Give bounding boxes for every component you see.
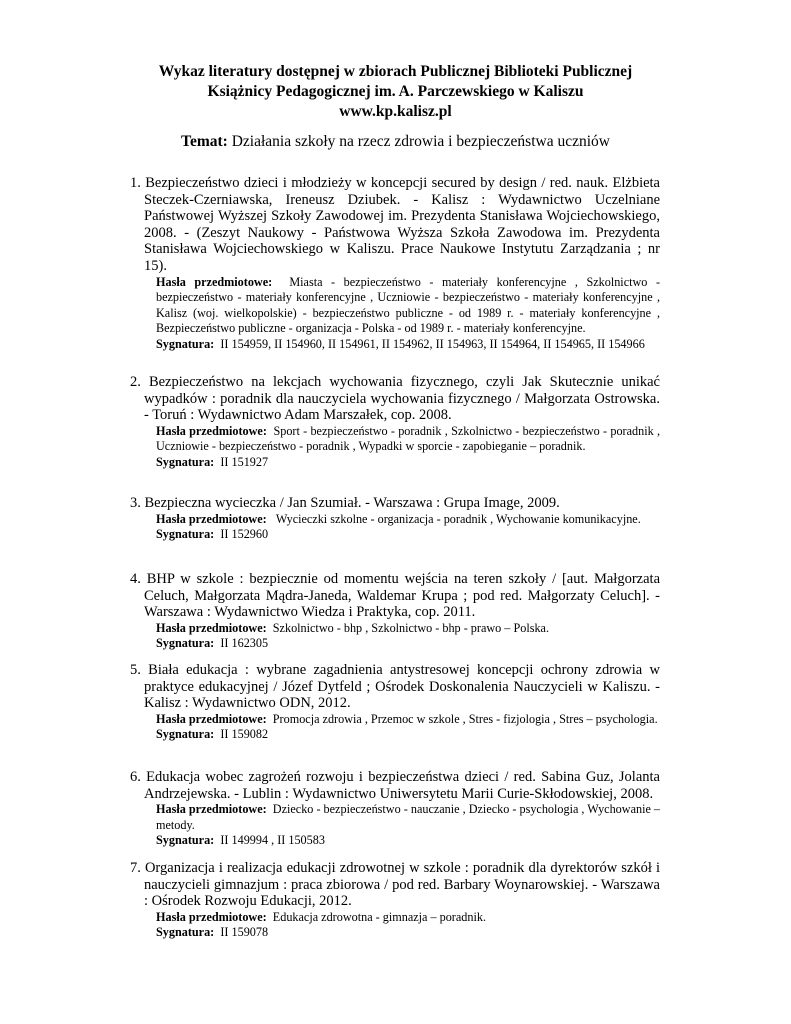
bibliography-entry <box>130 662 660 743</box>
subjects-value: Wycieczki szkolne - organizacja - poradnik , Wychowanie komunikacyjne. <box>275 511 641 526</box>
topic-label: Temat: <box>181 133 228 150</box>
signature-value: II 162305 <box>220 636 269 651</box>
entry-title: 1. Bezpieczeństwo dzieci i młodzieży w koncepcji secured by design / red. nauk. Elżbieta Steczek-Czerniawska, Ireneusz Dziubek. - Kalisz : Wydawnictwo Uczelniane Państwowej Wyższej Szkoły Zawodowej im. Prezydenta Stanisława Wojciechowskiego, 2008. - (Zeszyt Naukowy - Państwowa Wyższa Szkoła Zawodowa im. Prezydenta Stanisława Wojciechowskiego w Kaliszu. Prace Naukowe Instytutu Zarządzania ; nr 15). <box>130 175 660 274</box>
entry-signature <box>130 727 660 743</box>
signature-value: II 152960 <box>220 527 269 542</box>
bibliography-entry <box>130 374 660 471</box>
subjects-value: Dziecko - bezpieczeństwo - nauczanie , Dziecko - psychologia , Wychowanie – metody. <box>156 802 661 832</box>
signature-value: II 151927 <box>220 454 269 469</box>
entry-subjects <box>130 424 660 455</box>
entry-signature <box>130 925 660 941</box>
entry-title: 3. Bezpieczna wycieczka / Jan Szumiał. - Warszawa : Grupa Image, 2009. <box>130 495 560 511</box>
entry-title: 6. Edukacja wobec zagrożeń rozwoju i bezpieczeństwa dzieci / red. Sabina Guz, Jolanta Andrzejewska. - Lublin : Wydawnictwo Uniwersytetu Marii Curie-Skłodowskiej, 2008. <box>130 769 660 802</box>
subjects-value: Edukacja zdrowotna - gimnazja – poradnik. <box>272 909 486 924</box>
entry-subjects <box>130 802 660 833</box>
signature-label: Sygnatura: <box>156 727 215 742</box>
entry-title: 4. BHP w szkole : bezpiecznie od momentu wejścia na teren szkoły / [aut. Małgorzata Celuch, Małgorzata Mądra-Janeda, Waldemar Krupa ; pod red. Małgorzaty Celuch]. - Warszawa : Wydawnictwo Wiedza i Praktyka, cop. 2011. <box>130 571 660 621</box>
subjects-value: Sport - bezpieczeństwo - poradnik , Szkolnictwo - bezpieczeństwo - poradnik , Uczniowie - bezpieczeństwo - poradnik , Wypadki w sporcie - zapobieganie – poradnik. <box>156 423 660 454</box>
header-line-institution: Książnicy Pedagogicznej im. A. Parczewskiego w Kaliszu <box>207 83 584 100</box>
entry-subjects <box>130 712 660 728</box>
entry-signature <box>130 455 660 471</box>
subjects-value: Miasta - bezpieczeństwo - materiały konferencyjne , Szkolnictwo - bezpieczeństwo - materiały konferencyjne , Uczniowie - bezpieczeństwo - materiały konferencyjne , Kalisz (woj. wielkopolskie) - bezpieczeństwo publiczne - od 1989 r. - materiały konferencyjne , Bezpieczeństwo publiczne - organizacja - Polska - od 1989 r. - materiały konferencyjne. <box>156 274 660 336</box>
entry-subjects <box>130 621 660 637</box>
document-header <box>0 62 791 122</box>
signature-value: II 159078 <box>220 925 269 940</box>
entry-subjects <box>130 910 660 926</box>
subjects-value: Szkolnictwo - bhp , Szkolnictwo - bhp - prawo – Polska. <box>272 620 549 635</box>
entry-subjects <box>130 512 660 528</box>
topic-text: Działania szkoły na rzecz zdrowia i bezpieczeństwa uczniów <box>227 133 610 150</box>
entry-title: 2. Bezpieczeństwo na lekcjach wychowania fizycznego, czyli Jak Skutecznie unikać wypadków : poradnik dla nauczyciela wychowania fizycznego / Małgorzata Ostrowska. - Toruń : Wydawnictwo Adam Marszałek, cop. 2008. <box>130 374 660 424</box>
signature-label: Sygnatura: <box>156 925 215 940</box>
entry-title: 5. Biała edukacja : wybrane zagadnienia antystresowej koncepcji ochrony zdrowia w praktyce edukacyjnej / Józef Dytfeld ; Ośrodek Doskonalenia Nauczycieli w Kaliszu. - Kalisz : Wydawnictwo ODN, 2012. <box>130 662 660 712</box>
bibliography-entry <box>130 175 660 353</box>
entry-subjects <box>130 275 660 337</box>
subjects-label: Hasła przedmiotowe: <box>156 802 267 817</box>
topic-line <box>0 132 791 152</box>
signature-value: II 149994 , II 150583 <box>220 833 325 848</box>
bibliography-entry <box>130 495 660 543</box>
bibliography-entry <box>130 769 660 849</box>
signature-value: II 154959, II 154960, II 154961, II 154962, II 154963, II 154964, II 154965, II 154966 <box>220 336 645 351</box>
subjects-label: Hasła przedmiotowe: <box>156 620 267 635</box>
signature-label: Sygnatura: <box>156 527 215 542</box>
signature-label: Sygnatura: <box>156 833 215 848</box>
header-line-library: Wykaz literatury dostępnej w zbiorach Publicznej Biblioteki Publicznej <box>158 63 633 80</box>
subjects-value: Promocja zdrowia , Przemoc w szkole , Stres - fizjologia , Stres – psychologia. <box>272 711 658 726</box>
subjects-label: Hasła przedmiotowe: <box>156 423 267 438</box>
entry-signature <box>130 833 660 849</box>
signature-label: Sygnatura: <box>156 636 215 651</box>
entry-signature <box>130 527 660 543</box>
signature-label: Sygnatura: <box>156 454 215 469</box>
subjects-label: Hasła przedmiotowe: <box>156 511 267 526</box>
entry-title: 7. Organizacja i realizacja edukacji zdrowotnej w szkole : poradnik dla dyrektorów szkół i nauczycieli gimnazjum : praca zbiorowa / pod red. Barbary Woynarowskiej. - Warszawa : Ośrodek Rozwoju Edukacji, 2012. <box>130 860 660 910</box>
subjects-label: Hasła przedmiotowe: <box>156 711 267 726</box>
subjects-label: Hasła przedmiotowe: <box>156 909 267 924</box>
subjects-label: Hasła przedmiotowe: <box>156 274 273 289</box>
signature-value: II 159082 <box>220 727 269 742</box>
header-line-website: www.kp.kalisz.pl <box>339 103 452 120</box>
entry-signature <box>130 636 660 652</box>
signature-label: Sygnatura: <box>156 336 215 351</box>
bibliography-entry <box>130 860 660 941</box>
bibliography-entry <box>130 571 660 652</box>
entry-signature <box>130 337 660 353</box>
